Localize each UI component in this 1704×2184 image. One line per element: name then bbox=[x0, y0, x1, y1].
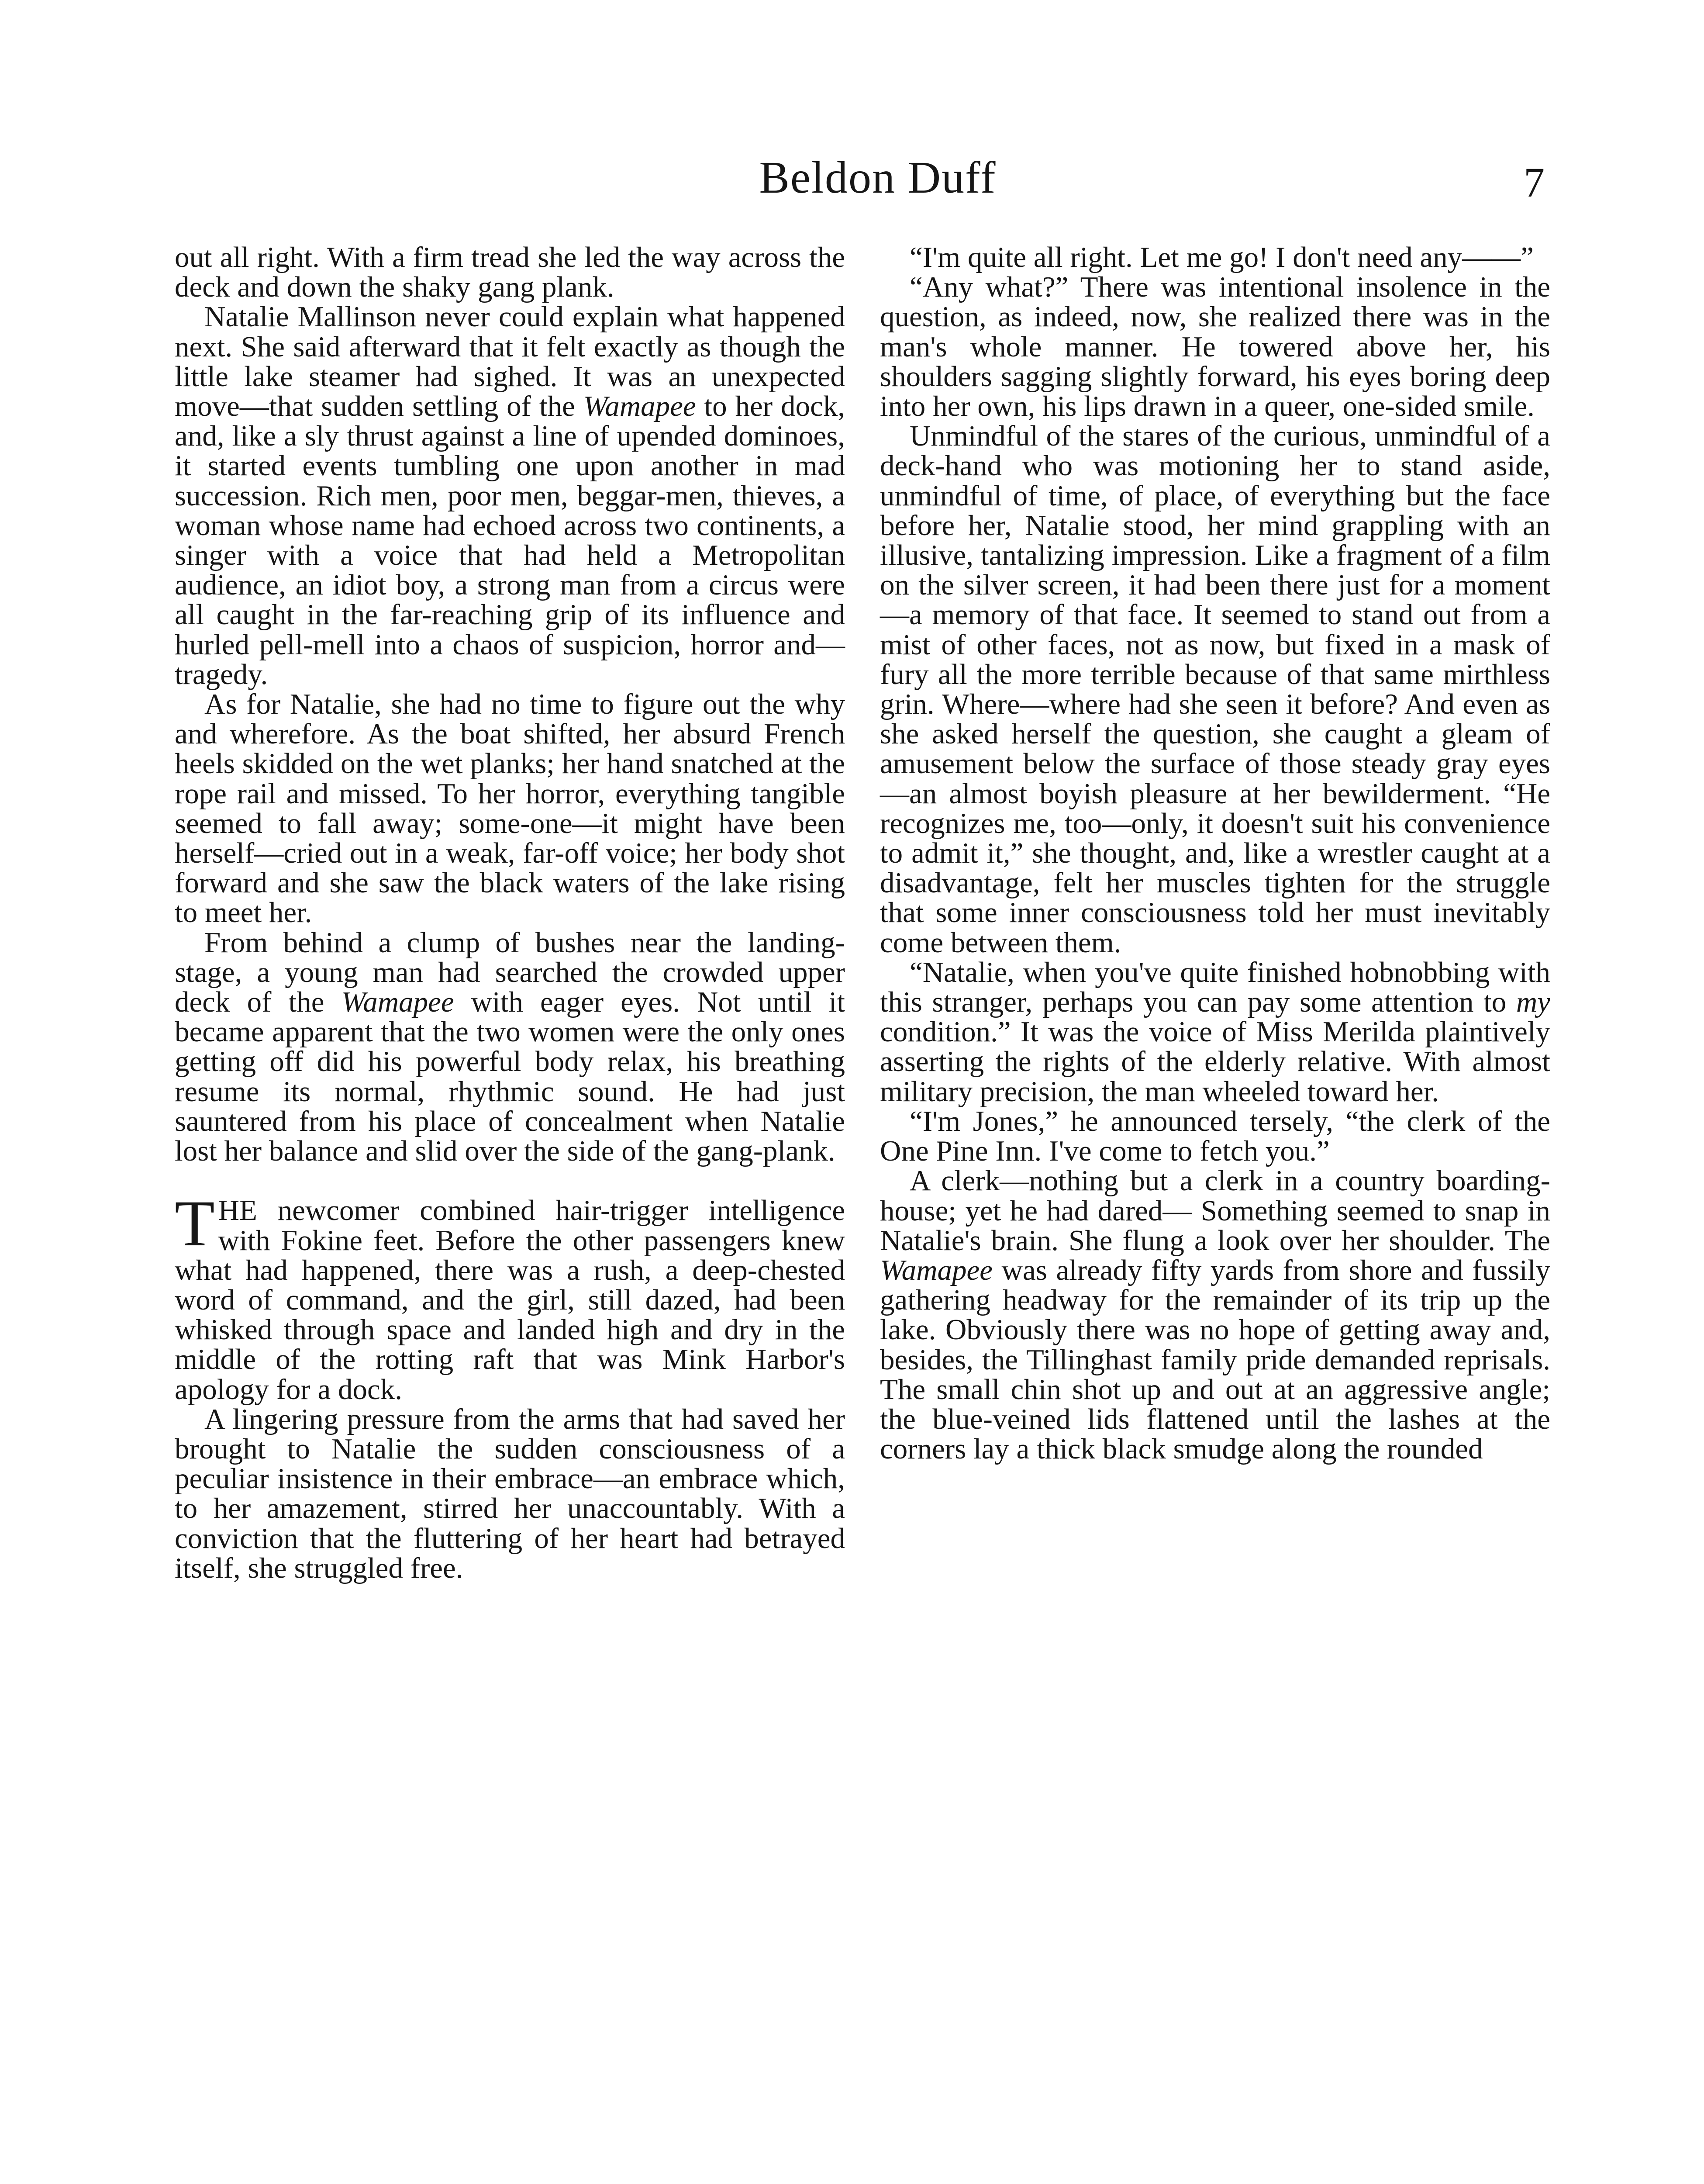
text-segment: A lingering pressure from the arms that had saved her brought to Natalie the sudden consciousness of a peculiar insistence in their embrace—an embrace which, to her amazement, stirred her unaccountably. With a conviction that the fluttering of her heart had betrayed itself, she struggled free. bbox=[175, 1403, 845, 1584]
text-segment: As for Natalie, she had no time to figure out the why and wherefore. As the boat shifted, her absurd French heels skidded on the wet planks; her hand snatched at the rope rail and missed. To her horror, everything tangible seemed to fall away; some-one—it might have been herself—cried out in a weak, far-off voice; her body shot forward and she saw the black waters of the lake rising to meet her. bbox=[175, 688, 845, 929]
text-segment: “I'm Jones,” he announced tersely, “the clerk of the One Pine Inn. I've come to fetch you.” bbox=[880, 1105, 1550, 1168]
text-segment: “I'm quite all right. Let me go! I don't need any——” bbox=[910, 241, 1534, 273]
paragraph bbox=[880, 242, 1550, 272]
text-segment: A clerk—nothing but a clerk in a country boarding-house; yet he had dared— Something seemed to snap in Natalie's brain. She flung a look over her shoulder. The bbox=[880, 1165, 1550, 1257]
text-segment: “Natalie, when you've quite finished hobnobbing with this stranger, perhaps you can pay some attention to bbox=[880, 956, 1550, 1019]
drop-cap: T bbox=[175, 1187, 215, 1260]
ship-name: Wamapee bbox=[583, 390, 696, 423]
paragraph bbox=[175, 689, 845, 928]
right-column bbox=[880, 242, 1550, 1464]
paragraph bbox=[175, 1404, 845, 1583]
paragraph bbox=[880, 957, 1550, 1106]
paragraph bbox=[175, 928, 845, 1166]
ship-name: Wamapee bbox=[880, 1254, 993, 1286]
paragraph bbox=[175, 242, 845, 302]
paragraph bbox=[880, 272, 1550, 421]
ship-name: Wamapee bbox=[341, 986, 454, 1019]
text-segment: Unmindful of the stares of the curious, unmindful of a deck-hand who was motioning her to stand aside, unmindful of time, of place, of everything but the face before her, Natalie stood, her mind grappling with an illusive, tantalizing impression. Like a fragment of a film on the silver screen, it had been there just for a moment—a memory of that face. It seemed to stand out from a mist of other faces, not as now, but fixed in a mask of fury all the more terrible because of that same mirthless grin. Where—where had she seen it before? And even as she asked herself the question, she caught a gleam of amusement below the surface of those steady gray eyes —an almost boyish pleasure at her bewilderment. “He recognizes me, too—only, it doesn't suit his convenience to admit it,” she thought, and, like a wrestler caught at a disadvantage, felt her muscles tighten for the struggle that some inner consciousness told her must inevitably come between them. bbox=[880, 420, 1550, 959]
text-segment: Natalie Mallinson never could explain what happened next. She said afterward that it felt exactly as though the little lake steamer had sighed. It was an unexpected move—that sudden settling of the bbox=[175, 301, 845, 423]
text-segment: with eager eyes. Not until it became apparent that the two women were the only ones getting off did his powerful body relax, his breathing resume its normal, rhythmic sound. He had just sauntered from his place of concealment when Natalie lost her balance and slid over the side of the gang-plank. bbox=[175, 986, 845, 1168]
text-segment: From behind a clump of bushes near the landing-stage, a young man had searched the crowded upper deck of the bbox=[175, 926, 845, 1019]
text-segment: to her dock, and, like a sly thrust against a line of upended dominoes, it started events tumbling one upon another in mad succession. Rich men, poor men, beggar-men, thieves, a woman whose name had echoed across two continents, a singer with a voice that had held a Metropolitan audience, an idiot boy, a strong man from a circus were all caught in the far-reaching grip of its influence and hurled pell-mell into a chaos of suspicion, horror and—tragedy. bbox=[175, 390, 845, 691]
paragraph bbox=[880, 421, 1550, 957]
paragraph bbox=[880, 1166, 1550, 1464]
running-title: Beldon Duff bbox=[759, 152, 997, 203]
paragraph bbox=[175, 302, 845, 689]
section-opening-paragraph bbox=[175, 1187, 845, 1406]
text-segment: condition.” It was the voice of Miss Merilda plaintively asserting the rights of the elderly relative. With almost military precision, the man wheeled toward her. bbox=[880, 1016, 1550, 1108]
left-column bbox=[175, 242, 845, 1583]
text-segment: HE newcomer combined hair-trigger intelligence with Fokine feet. Before the other passengers knew what had happened, there was a rush, a deep-chested word of command, and the girl, still dazed, had been whisked through space and landed high and dry in the middle of the rotting raft that was Mink Harbor's apology for a dock. bbox=[175, 1194, 845, 1406]
emphasis-word: my bbox=[1516, 986, 1550, 1019]
text-segment: was already fifty yards from shore and fussily gathering headway for the remainder of its trip up the lake. Obviously there was no hope of getting away and, besides, the Tillinghast family pride demanded reprisals. The small chin shot up and out at an aggressive angle; the blue-veined lids flattened until the lashes at the corners lay a thick black smudge along the rounded bbox=[880, 1254, 1550, 1465]
text-segment: “Any what?” There was intentional insolence in the question, as indeed, now, she realized there was in the man's whole manner. He towered above her, his shoulders sagging slightly forward, his eyes boring deep into her own, his lips drawn in a queer, one-sided smile. bbox=[880, 271, 1550, 423]
text-segment: out all right. With a firm tread she led the way across the deck and down the shaky gang plank. bbox=[175, 241, 845, 304]
page-number: 7 bbox=[1524, 159, 1545, 206]
paragraph bbox=[880, 1106, 1550, 1166]
